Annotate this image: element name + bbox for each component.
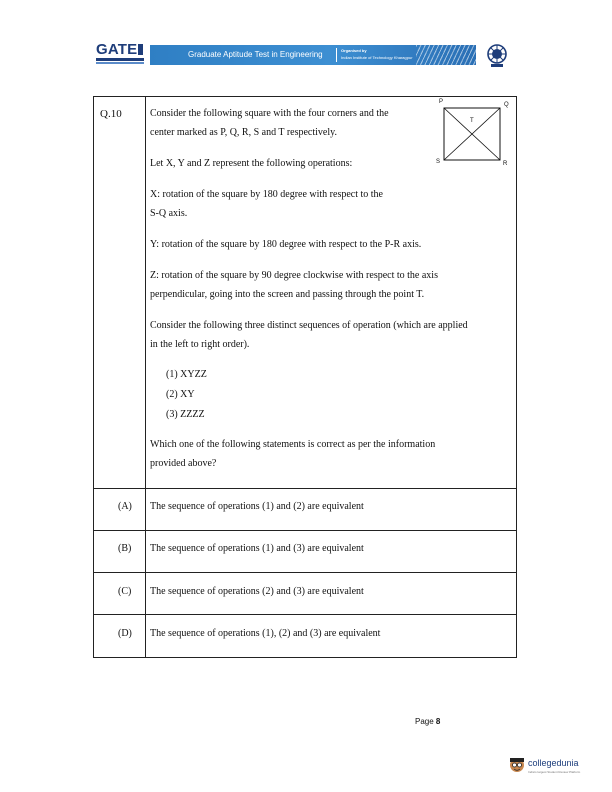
option-c-letter: (C)	[118, 586, 132, 597]
question-table	[93, 96, 517, 658]
sequence-item: (3) ZZZZ	[166, 409, 205, 420]
gate-logo	[96, 42, 146, 72]
sequence-item: (1) XYZZ	[166, 369, 207, 380]
question-line: S-Q axis.	[150, 208, 188, 219]
option-b-letter: (B)	[118, 543, 132, 554]
option-a-text[interactable]: The sequence of operations (1) and (2) are equivalent	[150, 501, 364, 512]
corner-label-q: Q	[504, 102, 509, 108]
option-c-text[interactable]: The sequence of operations (2) and (3) are equivalent	[150, 586, 364, 597]
organiser-name: Indian Institute of Technology Kharagpur	[341, 55, 413, 60]
page-number-value: 8	[435, 717, 441, 726]
option-b-text[interactable]: The sequence of operations (1) and (3) are equivalent	[150, 543, 364, 554]
question-line: Z: rotation of the square by 90 degree clockwise with respect to the axis	[150, 270, 438, 281]
question-line: Y: rotation of the square by 180 degree with respect to the P-R axis.	[150, 239, 422, 250]
collegedunia-logo	[508, 754, 598, 780]
organised-by-label: Organised by	[341, 48, 367, 53]
question-line: X: rotation of the square by 180 degree with respect to the	[150, 189, 383, 200]
sequence-item: (2) XY	[166, 389, 195, 400]
question-line: Which one of the following statements is correct as per the information	[150, 439, 436, 450]
question-number: Q.10	[100, 108, 122, 120]
page-label: Page	[415, 717, 434, 726]
question-line: center marked as P, Q, R, S and T respectively.	[150, 127, 337, 138]
square-diagram	[432, 96, 518, 170]
corner-label-p: P	[439, 99, 444, 105]
question-line: provided above?	[150, 458, 217, 469]
corner-label-s: S	[436, 159, 441, 165]
option-a-letter: (A)	[118, 501, 132, 512]
question-line: in the left to right order).	[150, 339, 250, 350]
header-banner	[150, 45, 476, 65]
question-line: Consider the following three distinct sequences of operation (which are applied	[150, 320, 468, 331]
brand-name: collegedunia	[528, 758, 579, 768]
center-label-t: T	[470, 118, 474, 124]
question-line: perpendicular, going into the screen and passing through the point T.	[150, 289, 425, 300]
corner-label-r: R	[503, 161, 508, 167]
gate-logo-text: GATE	[96, 41, 138, 58]
question-line: Consider the following square with the four corners and the	[150, 108, 389, 119]
iit-emblem-icon	[486, 43, 508, 69]
mascot-icon	[508, 754, 526, 776]
brand-tagline: India's largest Student Review Platform	[528, 770, 581, 774]
option-d-letter: (D)	[118, 628, 132, 639]
banner-title: Graduate Aptitude Test in Engineering	[188, 50, 323, 59]
option-d-text[interactable]: The sequence of operations (1), (2) and (3) are equivalent	[150, 628, 381, 639]
question-line: Let X, Y and Z represent the following operations:	[150, 158, 353, 169]
page-number	[415, 717, 440, 726]
